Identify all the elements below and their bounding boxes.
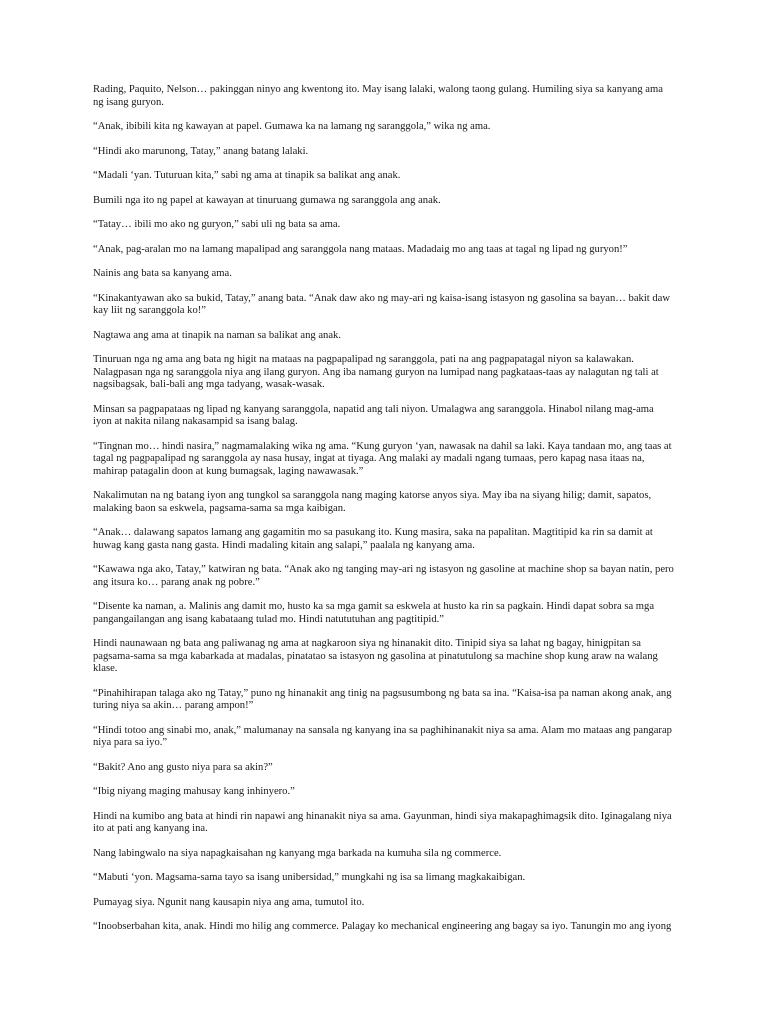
document-body: [93, 84, 675, 946]
paragraph: Tinuruan nga ng ama ang bata ng higit na mataas na pagpapalipad ng saranggola, pati na ang pagpapatagal niyon sa kalawakan. Nalagpasan nga ng saranggola niya ang ilang guryon. Ang iba namang guryon na lumipad nang pagkataas-taas ay nalagutan ng tali at nagsibagsak, bali-bali ang mga tadyang, wasak-wasak.: [93, 354, 659, 390]
paragraph: “Madali ‘yan. Tuturuan kita,” sabi ng ama at tinapik sa balikat ang anak.: [93, 170, 401, 181]
paragraph: Minsan sa pagpapataas ng lipad ng kanyang saranggola, napatid ang tali niyon. Umalagwa ang saranggola. Hinabol nilang mag-ama iyon at nakita nilang nakasampid sa isang balag.: [93, 403, 654, 427]
paragraph: “Anak, ibibili kita ng kawayan at papel. Gumawa ka na lamang ng saranggola,” wika ng ama.: [93, 121, 491, 132]
paragraph: “Kinakantyawan ako sa bukid, Tatay,” anang bata. “Anak daw ako ng may-ari ng kaisa-isang istasyon ng gasolina sa bayan… bakit daw kay liit ng saranggola ko!”: [93, 292, 671, 316]
paragraph: Nang labingwalo na siya napagkaisahan ng kanyang mga barkada na kumuha sila ng commerce.: [93, 847, 502, 859]
paragraph: “Hindi ako marunong, Tatay,” anang batang lalaki.: [93, 145, 309, 157]
paragraph: “Kawawa nga ako, Tatay,” katwiran ng bata. “Anak ako ng tanging may-ari ng istasyon ng gasoline at machine shop sa bayan natin, pero ang itsura ko… parang anak ng pobre.”: [93, 564, 674, 588]
paragraph: “Anak, pag-aralan mo na lamang mapalipad ang saranggola nang mataas. Madadaig mo ang taas at tagal ng lipad ng guryon!”: [93, 243, 628, 255]
paragraph: Hindi na kumibo ang bata at hindi rin napawi ang hinanakit niya sa ama. Gayunman, hindi siya makapaghimagsik dito. Iginagalang niya ito at pati ang kanyang ina.: [93, 810, 672, 834]
paragraph: “Pinahihirapan talaga ako ng Tatay,” puno ng hinanakit ang tinig na pagsusumbong ng bata sa ina. “Kaisa-isa pa naman akong anak, ang turing niya sa akin… parang ampon!”: [93, 687, 672, 711]
paragraph: “Tatay… ibili mo ako ng guryon,” sabi uli ng bata sa ama.: [93, 219, 341, 230]
paragraph: “Ibig niyang maging mahusay kang inhinyero.”: [93, 786, 295, 797]
paragraph: “Bakit? Ano ang gusto niya para sa akin?”: [93, 761, 273, 773]
paragraph: Bumili nga ito ng papel at kawayan at tinuruang gumawa ng saranggola ang anak.: [93, 194, 441, 206]
paragraph: “Tingnan mo… hindi nasira,” nagmamalaking wika ng ama. “Kung guryon ‘yan, nawasak na dahil sa laki. Kaya tandaan mo, ang taas at tagal ng pagpapalipad ng saranggola ay nasa husay, ingat at tiyaga. Ang malaki ay madali ngang tumaas, pero kapag nasa itaas na, mahirap patagalin doon at kung bumagsak, laging nawawasak.”: [93, 440, 672, 477]
paragraph: Hindi naunawaan ng bata ang paliwanag ng ama at nagkaroon siya ng hinanakit dito. Tinipid siya sa lahat ng bagay, hinigpitan sa pagsama-sama sa mga kabarkada at madalas, pinatatao sa istasyon ng gasolina at pinatutulong sa machine shop kung araw na walang klase.: [93, 638, 658, 674]
paragraph: Nakalimutan na ng batang iyon ang tungkol sa saranggola nang maging katorse anyos siya. May iba na siyang hilig; damit, sapatos, malaking baon sa eskwela, pagsama-sama sa mga kaibigan.: [93, 490, 652, 514]
paragraph: “Disente ka naman, a. Malinis ang damit mo, husto ka sa mga gamit sa eskwela at husto ka rin sa pagkain. Hindi dapat sobra sa mga pangangailangan ang isang kabataang tulad mo. Hindi natututuhan ang pagtitipid.”: [93, 601, 655, 625]
paragraph: Pumayag siya. Ngunit nang kausapin niya ang ama, tumutol ito.: [93, 896, 365, 908]
paragraph: Nagtawa ang ama at tinapik na naman sa balikat ang anak.: [93, 329, 341, 341]
paragraph: “Anak… dalawang sapatos lamang ang gagamitin mo sa pasukang ito. Kung masira, saka na papalitan. Magtitipid ka rin sa damit at huwag kang gasta nang gasta. Hindi madaling kitain ang salapi,” paalala ng kanyang ama.: [93, 527, 653, 551]
paragraph: “Hindi totoo ang sinabi mo, anak,” malumanay na sansala ng kanyang ina sa paghihinanakit niya sa ama. Alam mo mataas ang pangarap niya para sa iyo.”: [93, 724, 672, 748]
paragraph: “Inoobserbahan kita, anak. Hindi mo hilig ang commerce. Palagay ko mechanical engineering ang bagay sa iyo. Tanungin mo ang iyong: [93, 921, 672, 932]
paragraph: Nainis ang bata sa kanyang ama.: [93, 268, 232, 279]
paragraph: Rading, Paquito, Nelson… pakinggan ninyo ang kwentong ito. May isang lalaki, walong taong gulang. Humiling siya sa kanyang ama ng isang guryon.: [93, 84, 663, 108]
paragraph: “Mabuti ‘yon. Magsama-sama tayo sa isang unibersidad,” mungkahi ng isa sa limang magkakaibigan.: [93, 872, 526, 883]
